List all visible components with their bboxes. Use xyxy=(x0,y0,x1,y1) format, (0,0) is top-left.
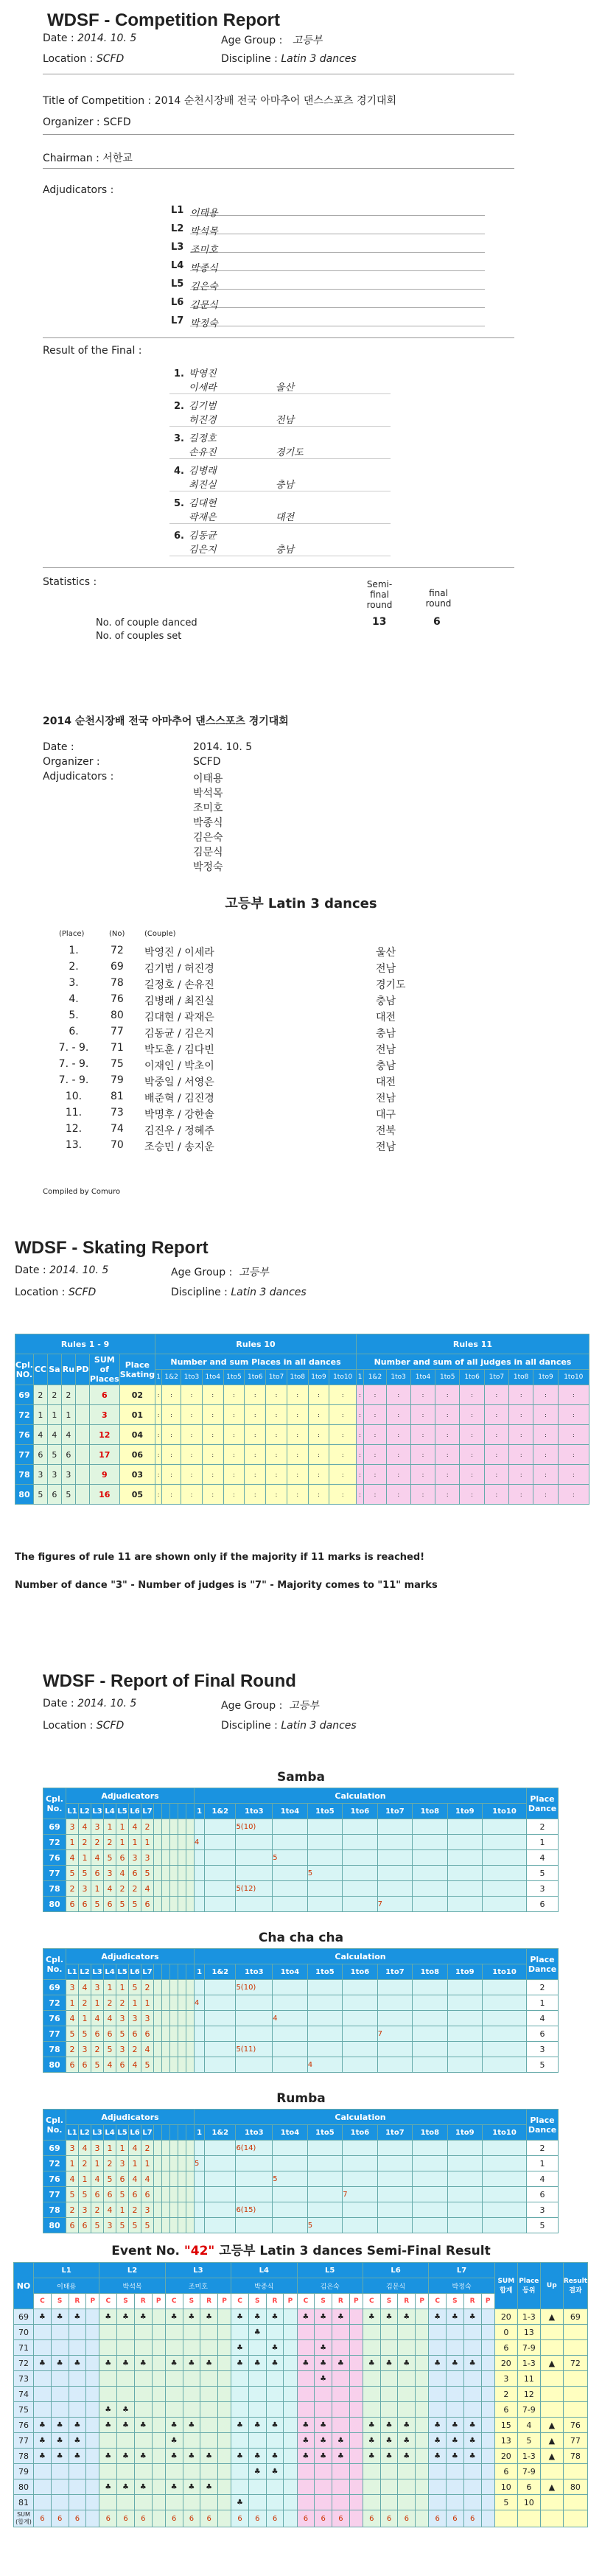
skating-note2: Number of dance "3" - Number of judges is "7" - Majority comes to "11" marks xyxy=(15,1580,438,1591)
adjudicator-code: L3 xyxy=(171,242,184,253)
adjudicator-code: L4 xyxy=(171,260,184,271)
final-row-b xyxy=(169,444,391,459)
dance-row: 69 3 4 3 1 1 4 2 5(10) 2 xyxy=(43,1819,559,1835)
dance-row: 76 4 1 4 4 3 3 3 4 4 xyxy=(43,2011,559,2026)
dance-row: 78 2 3 2 5 3 2 4 5(11) 3 xyxy=(43,2042,559,2057)
semi-count: 13 xyxy=(372,616,387,628)
final-row xyxy=(169,463,276,477)
summary-place: 11. xyxy=(65,1107,83,1119)
skating-note1: The figures of rule 11 are shown only if the majority if 11 marks is reached! xyxy=(15,1552,425,1563)
skating-row: 72 1 1 1 3 01 : : : : : : : : : : : : : : : : : : : : xyxy=(15,1405,589,1425)
summary-adjudicator: 김문식 xyxy=(193,847,223,858)
title-of-competition: Title of Competition : 2014 순천시장배 전국 아마추어 댄스스포츠 경기대회 xyxy=(43,95,397,107)
col-no: (No) xyxy=(109,930,125,938)
adjudicators-label: Adjudicators : xyxy=(43,184,114,196)
adjudicator-name: 김은숙 xyxy=(190,279,485,290)
semi-row: 70 ♣ 0 13 xyxy=(14,2325,588,2340)
final-row-b xyxy=(169,542,391,556)
summary-place: 4. xyxy=(69,993,79,1005)
final-partner-a: 김대현 xyxy=(189,498,217,509)
dance-row: 80 6 6 5 3 5 5 5 5 5 xyxy=(43,2218,559,2233)
final-region: 울산 xyxy=(276,382,295,393)
semi-row: 75 ♣ ♣ 6 7-9 xyxy=(14,2402,588,2418)
summary-adjudicator: 김은숙 xyxy=(193,832,223,844)
summary-place: 7. - 9. xyxy=(58,1074,89,1086)
semi-final-table: NO L1 L2 L3 L4 L5 L6 L7 SUM 합계 Place 등위 Up Result 결과 이태용 박석목 조미호 박종식 김은숙 김문식 박정숙 C S R P C S R P C S R P C S R P C S R P C S R P C S R P 69 ♣ ♣ ♣ ♣ ♣ ♣ ♣ ♣ ♣ ♣ ♣ ♣ ♣ ♣ ♣ ♣ ♣ ♣ ♣ ♣ ♣ 20 1-3 ▲ 69 70 ♣ 0 13 71 ♣ ♣ ♣ 6 7-9 72 ♣ ♣ ♣ ♣ ♣ ♣ ♣ ♣ ♣ ♣ ♣ ♣ ♣ ♣ ♣ ♣ ♣ ♣ ♣ ♣ ♣ 20 1-3 ▲ 72 73 ♣ 3 11 74 2 12 75 ♣ ♣ 6 7-9 76 ♣ ♣ ♣ ♣ ♣ ♣ ♣ ♣ ♣ ♣ ♣ ♣ ♣ ♣ ♣ ♣ ♣ ♣ ♣ 15 4 ▲ 76 77 ♣ ♣ ♣ ♣ ♣ ♣ ♣ ♣ ♣ ♣ ♣ ♣ ♣ 13 5 ▲ 77 78 ♣ ♣ ♣ ♣ ♣ ♣ ♣ ♣ ♣ ♣ ♣ ♣ ♣ ♣ ♣ ♣ ♣ ♣ ♣ ♣ ♣ 20 1-3 ▲ 78 79 ♣ ♣ 6 7-9 80 ♣ ♣ ♣ ♣ ♣ ♣ 10 6 ▲ 80 81 ♣ 5 10 SUM (합계) 6 6 6 6 6 6 6 6 6 6 6 6 6 6 6 6 6 6 6 6 6 xyxy=(13,2262,588,2527)
semi-row: 81 ♣ 5 10 xyxy=(14,2495,588,2510)
semi-row: 77 ♣ ♣ ♣ ♣ ♣ ♣ ♣ ♣ ♣ ♣ ♣ ♣ ♣ 13 5 ▲ 77 xyxy=(14,2433,588,2449)
final-partner-a: 박영진 xyxy=(189,368,217,379)
summary-title: 2014 순천시장배 전국 아마추어 댄스스포츠 경기대회 xyxy=(43,715,289,727)
adjudicator-row xyxy=(171,279,485,293)
summary-place: 12. xyxy=(65,1123,83,1135)
competition-report xyxy=(0,0,602,873)
semi-row: 79 ♣ ♣ 6 7-9 xyxy=(14,2464,588,2479)
semi-row: 76 ♣ ♣ ♣ ♣ ♣ ♣ ♣ ♣ ♣ ♣ ♣ ♣ ♣ ♣ ♣ ♣ ♣ ♣ ♣ 15 4 ▲ 76 xyxy=(14,2418,588,2433)
summary-no: 73 xyxy=(111,1107,124,1119)
final-region: 대전 xyxy=(276,512,295,523)
dance-row: 80 6 6 5 6 5 5 6 7 6 xyxy=(43,1897,559,1912)
dance-row: 77 5 5 6 6 5 6 6 7 6 xyxy=(43,2187,559,2202)
summary-adjudicator: 박종식 xyxy=(193,817,223,829)
summary-adjudicator: 박석목 xyxy=(193,788,223,799)
dance-row: 80 6 6 5 4 6 4 5 4 5 xyxy=(43,2057,559,2073)
summary-region: 충남 xyxy=(376,1060,396,1072)
fr-age: Age Group : 고등부 xyxy=(221,1700,319,1712)
compiled-by: Compiled by Comuro xyxy=(43,1188,121,1196)
summary-couple: 김동균 / 김은지 xyxy=(144,1028,214,1040)
summary-place: 7. - 9. xyxy=(58,1058,89,1070)
col-couple: (Couple) xyxy=(144,930,176,938)
summary-place: 1. xyxy=(69,945,79,956)
semi-row: 73 ♣ 3 11 xyxy=(14,2371,588,2387)
summary-no: 81 xyxy=(111,1091,124,1102)
adjudicator-row xyxy=(171,205,485,219)
report-title: WDSF - Competition Report xyxy=(47,10,280,30)
summary-organizer: SCFD xyxy=(193,756,221,768)
age-row: Age Group : 고등부 xyxy=(221,35,323,46)
location-row: Location : SCFD xyxy=(43,53,125,65)
final-region: 충남 xyxy=(276,545,295,556)
summary-couple: 김진우 / 정혜주 xyxy=(144,1125,214,1137)
skating-row: 78 3 3 3 9 03 : : : : : : : : : : : : : : : : : : : : xyxy=(15,1465,589,1485)
statistics-label: Statistics : xyxy=(43,576,97,588)
final-place: 1. xyxy=(174,368,184,379)
final-partner-b: 허진경 xyxy=(189,415,217,426)
summary-region: 대전 xyxy=(376,1077,396,1088)
skating-title: WDSF - Skating Report xyxy=(15,1238,209,1258)
adjudicator-row xyxy=(171,315,485,329)
summary-couple: 김기범 / 허진경 xyxy=(144,963,214,975)
skating-row: 80 5 6 5 16 05 : : : : : : : : : : : : : : : : : : : : xyxy=(15,1485,589,1505)
fr-discipline: Discipline : Latin 3 dances xyxy=(221,1720,357,1732)
summary-no: 69 xyxy=(111,961,124,973)
summary-adjudicator: 박정숙 xyxy=(193,861,223,873)
couples-danced-label: No. of couple danced xyxy=(96,617,197,629)
summary-no: 76 xyxy=(111,993,124,1005)
dance-row: 72 1 2 2 2 1 1 1 4 1 xyxy=(43,1835,559,1850)
summary-region: 전북 xyxy=(376,1125,396,1137)
summary-couple: 김대현 / 곽재은 xyxy=(144,1012,214,1023)
adjudicator-code: L7 xyxy=(171,315,184,326)
dance-row: 78 2 3 2 4 1 2 3 6(15) 3 xyxy=(43,2202,559,2218)
summary-region: 대전 xyxy=(376,1012,396,1023)
summary-adjudicator: 이태용 xyxy=(193,773,223,785)
summary-heading: 고등부 Latin 3 dances xyxy=(225,896,377,911)
dance-row: 76 4 1 4 5 6 3 3 5 4 xyxy=(43,1850,559,1866)
discipline-row: Discipline : Latin 3 dances xyxy=(221,53,357,65)
skating-location: Location : SCFD xyxy=(15,1287,97,1298)
organizer: Organizer : SCFD xyxy=(43,116,131,128)
col-place: (Place) xyxy=(59,930,85,938)
summary-region: 대구 xyxy=(376,1109,396,1121)
adjudicator-code: L6 xyxy=(171,297,184,308)
summary-place: 10. xyxy=(65,1091,83,1102)
semi-row: 80 ♣ ♣ ♣ ♣ ♣ ♣ 10 6 ▲ 80 xyxy=(14,2479,588,2495)
summary-organizer-label: Organizer : xyxy=(43,756,100,768)
summary-region: 울산 xyxy=(376,947,396,959)
adjudicator-code: L1 xyxy=(171,205,184,216)
adjudicator-name: 김문식 xyxy=(190,297,485,308)
final-row-b xyxy=(169,412,391,427)
final-place: 5. xyxy=(174,498,184,509)
dance-row: 69 3 4 3 1 1 4 2 6(14) 2 xyxy=(43,2141,559,2156)
semi-sum-row: SUM (합계) 6 6 6 6 6 6 6 6 6 6 6 6 6 6 6 6 6 6 6 6 6 xyxy=(14,2510,588,2527)
summary-couple: 박명후 / 강한솔 xyxy=(144,1109,214,1121)
skating-age: Age Group : 고등부 xyxy=(171,1267,269,1278)
summary-no: 79 xyxy=(111,1074,124,1086)
final-report-title: WDSF - Report of Final Round xyxy=(43,1671,296,1691)
dance-row: 77 5 5 6 3 4 6 5 5 5 xyxy=(43,1866,559,1881)
dance-row: 77 5 5 6 6 5 6 6 7 6 xyxy=(43,2026,559,2042)
summary-place: 7. - 9. xyxy=(58,1042,89,1054)
final-partner-b: 김은지 xyxy=(189,545,217,556)
dance-title: Samba xyxy=(276,1770,326,1785)
adjudicator-code: L2 xyxy=(171,223,184,234)
adjudicator-name: 박석목 xyxy=(190,223,485,234)
dance-row: 72 1 2 1 2 2 1 1 4 1 xyxy=(43,1995,559,2011)
final-row xyxy=(169,365,276,379)
final-row-b xyxy=(169,379,391,394)
summary-date-label: Date : xyxy=(43,741,74,753)
skating-table: Rules 1 - 9 Rules 10 Rules 11 Cpl. NO. CC Sa Ru PD SUM of Places Place Skating Number and sum Places in all dances Number and sum of all judges in all dances 1 1&2 1to3 1to4 1to5 1to6 1to7 1to8 1to9 1to10 1 1&2 1to3 1to4 1to5 1to6 1to7 1to8 1to9 1to10 69 2 2 2 6 02 : : : : : : : : : : : : : : : : : : : : 72 1 1 1 3 01 : : : : : : : : : : : : : : : : : : : : 76 4 4 4 12 04 : : : : : : : : : : : : : : : : : : : : 77 6 5 6 17 06 : : : : : : : : : : : : : : : : : : : : 78 3 3 3 9 03 : : : : : : : : : : : : : : : : : : : : 80 5 6 5 16 05 : : : : : : : : : : : : : : : : : : : : xyxy=(15,1334,589,1505)
adjudicator-name: 박정숙 xyxy=(190,315,485,326)
fr-date: Date : 2014. 10. 5 xyxy=(43,1698,137,1709)
skating-row: 77 6 5 6 17 06 : : : : : : : : : : : : : : : : : : : : xyxy=(15,1445,589,1465)
final-partner-b: 이세라 xyxy=(189,382,217,393)
summary-region: 경기도 xyxy=(376,979,406,991)
final-partner-a: 김병래 xyxy=(189,466,217,477)
skating-row: 76 4 4 4 12 04 : : : : : : : : : : : : : : : : : : : : xyxy=(15,1425,589,1445)
summary-no: 72 xyxy=(111,945,124,956)
date-row: Date : 2014. 10. 5 xyxy=(43,32,137,44)
final-partner-a: 김기범 xyxy=(189,401,217,412)
final-partner-a: 김동균 xyxy=(189,531,217,542)
final-round-label: final round xyxy=(425,588,452,609)
adjudicator-row xyxy=(171,260,485,274)
summary-region: 전남 xyxy=(376,1141,396,1153)
final-row-b xyxy=(169,477,391,491)
summary-region: 전남 xyxy=(376,963,396,975)
adjudicator-row xyxy=(171,242,485,256)
final-place: 2. xyxy=(174,401,184,412)
final-row xyxy=(169,495,276,509)
final-count: 6 xyxy=(433,616,441,628)
result-label: Result of the Final : xyxy=(43,345,142,357)
summary-no: 71 xyxy=(111,1042,124,1054)
dance-table: Cpl. No. Adjudicators Calculation Place Dance L1 L2 L3 L4 L5 L6 L7 1 1&2 1to3 1to4 1to5 1to6 1to7 1to8 1to9 1to10 69 3 4 3 1 1 5 2 5(10) 2 72 1 2 1 2 2 1 1 4 1 76 4 1 4 4 3 3 3 4 4 77 5 5 6 6 5 6 6 7 6 78 2 3 2 5 3 2 4 5(11) 3 80 6 6 5 4 6 4 5 4 5 xyxy=(43,1948,559,2073)
dance-row: 72 1 2 1 2 3 1 1 5 1 xyxy=(43,2156,559,2171)
adjudicator-code: L5 xyxy=(171,279,184,290)
fr-location: Location : SCFD xyxy=(43,1720,125,1732)
summary-no: 80 xyxy=(111,1009,124,1021)
summary-place: 3. xyxy=(69,977,79,989)
final-place: 3. xyxy=(174,433,184,444)
summary-no: 78 xyxy=(111,977,124,989)
final-partner-a: 길정호 xyxy=(189,433,217,444)
summary-no: 77 xyxy=(111,1026,124,1037)
summary-adjudicator: 조미호 xyxy=(193,802,223,814)
summary-region: 전남 xyxy=(376,1093,396,1105)
summary-region: 충남 xyxy=(376,995,396,1007)
semi-row: 78 ♣ ♣ ♣ ♣ ♣ ♣ ♣ ♣ ♣ ♣ ♣ ♣ ♣ ♣ ♣ ♣ ♣ ♣ ♣ ♣ ♣ 20 1-3 ▲ 78 xyxy=(14,2449,588,2464)
final-place: 4. xyxy=(174,466,184,477)
summary-no: 70 xyxy=(111,1139,124,1151)
adjudicator-name: 조미호 xyxy=(190,242,485,253)
semi-title: Event No. "42" 고등부 Latin 3 dances Semi-Final Result xyxy=(111,2244,491,2258)
summary-couple: 박도훈 / 김다빈 xyxy=(144,1044,214,1056)
summary-place: 13. xyxy=(65,1139,83,1151)
dance-title: Cha cha cha xyxy=(258,1931,344,1945)
summary-couple: 길정호 / 손유진 xyxy=(144,979,214,991)
chairman: Chairman : 서한교 xyxy=(43,153,133,164)
dance-title: Rumba xyxy=(276,2091,326,2106)
summary-date: 2014. 10. 5 xyxy=(193,741,253,753)
dance-row: 76 4 1 4 5 6 4 4 5 4 xyxy=(43,2171,559,2187)
skating-discipline: Discipline : Latin 3 dances xyxy=(171,1287,307,1298)
semi-row: 74 2 12 xyxy=(14,2387,588,2402)
dance-table: Cpl. No. Adjudicators Calculation Place Dance L1 L2 L3 L4 L5 L6 L7 1 1&2 1to3 1to4 1to5 1to6 1to7 1to8 1to9 1to10 69 3 4 3 1 1 4 2 5(10) 2 72 1 2 2 2 1 1 1 4 1 76 4 1 4 5 6 3 3 5 4 77 5 5 6 3 4 6 5 5 5 78 2 3 1 4 2 2 4 5(12) 3 80 6 6 5 6 5 5 6 7 6 xyxy=(43,1788,559,1912)
summary-couple: 배준혁 / 김진경 xyxy=(144,1093,214,1105)
summary-couple: 이재인 / 박초이 xyxy=(144,1060,214,1072)
semi-final-label: Semi-final round xyxy=(366,579,393,610)
summary-no: 74 xyxy=(111,1123,124,1135)
final-region: 충남 xyxy=(276,480,295,491)
summary-place: 2. xyxy=(69,961,79,973)
semi-row: 72 ♣ ♣ ♣ ♣ ♣ ♣ ♣ ♣ ♣ ♣ ♣ ♣ ♣ ♣ ♣ ♣ ♣ ♣ ♣ ♣ ♣ 20 1-3 ▲ 72 xyxy=(14,2356,588,2371)
final-region: 경기도 xyxy=(276,447,304,458)
final-place: 6. xyxy=(174,531,184,542)
summary-region: 충남 xyxy=(376,1028,396,1040)
couples-set-label: No. of couples set xyxy=(96,631,182,642)
final-row-b xyxy=(169,509,391,524)
final-row xyxy=(169,430,276,444)
semi-row: 69 ♣ ♣ ♣ ♣ ♣ ♣ ♣ ♣ ♣ ♣ ♣ ♣ ♣ ♣ ♣ ♣ ♣ ♣ ♣ ♣ ♣ 20 1-3 ▲ 69 xyxy=(14,2309,588,2325)
summary-couple: 박영진 / 이세라 xyxy=(144,947,214,959)
summary-region: 전남 xyxy=(376,1044,396,1056)
final-partner-b: 최진실 xyxy=(189,480,217,491)
dance-table: Cpl. No. Adjudicators Calculation Place Dance L1 L2 L3 L4 L5 L6 L7 1 1&2 1to3 1to4 1to5 1to6 1to7 1to8 1to9 1to10 69 3 4 3 1 1 4 2 6(14) 2 72 1 2 1 2 3 1 1 5 1 76 4 1 4 5 6 4 4 5 4 77 5 5 6 6 5 6 6 7 6 78 2 3 2 4 1 2 3 6(15) 3 80 6 6 5 3 5 5 5 5 5 xyxy=(43,2109,559,2233)
adjudicator-row xyxy=(171,223,485,237)
adjudicator-name: 이태용 xyxy=(190,205,485,216)
adjudicator-row xyxy=(171,297,485,311)
summary-couple: 박중일 / 서영은 xyxy=(144,1077,214,1088)
summary-place: 6. xyxy=(69,1026,79,1037)
final-row xyxy=(169,528,276,542)
skating-row: 69 2 2 2 6 02 : : : : : : : : : : : : : : : : : : : : xyxy=(15,1385,589,1405)
final-partner-b: 손유진 xyxy=(189,447,217,458)
summary-couple: 조승민 / 송지운 xyxy=(144,1141,214,1153)
summary-couple: 김병래 / 최진실 xyxy=(144,995,214,1007)
summary-place: 5. xyxy=(69,1009,79,1021)
adjudicator-name: 박종식 xyxy=(190,260,485,271)
final-row xyxy=(169,398,276,412)
final-partner-b: 곽재은 xyxy=(189,512,217,523)
dance-row: 69 3 4 3 1 1 5 2 5(10) 2 xyxy=(43,1980,559,1995)
semi-row: 71 ♣ ♣ ♣ 6 7-9 xyxy=(14,2340,588,2356)
skating-date: Date : 2014. 10. 5 xyxy=(15,1264,109,1276)
final-region: 전남 xyxy=(276,415,295,426)
summary-no: 75 xyxy=(111,1058,124,1070)
dance-row: 78 2 3 1 4 2 2 4 5(12) 3 xyxy=(43,1881,559,1897)
summary-adjudicators-label: Adjudicators : xyxy=(43,771,114,783)
